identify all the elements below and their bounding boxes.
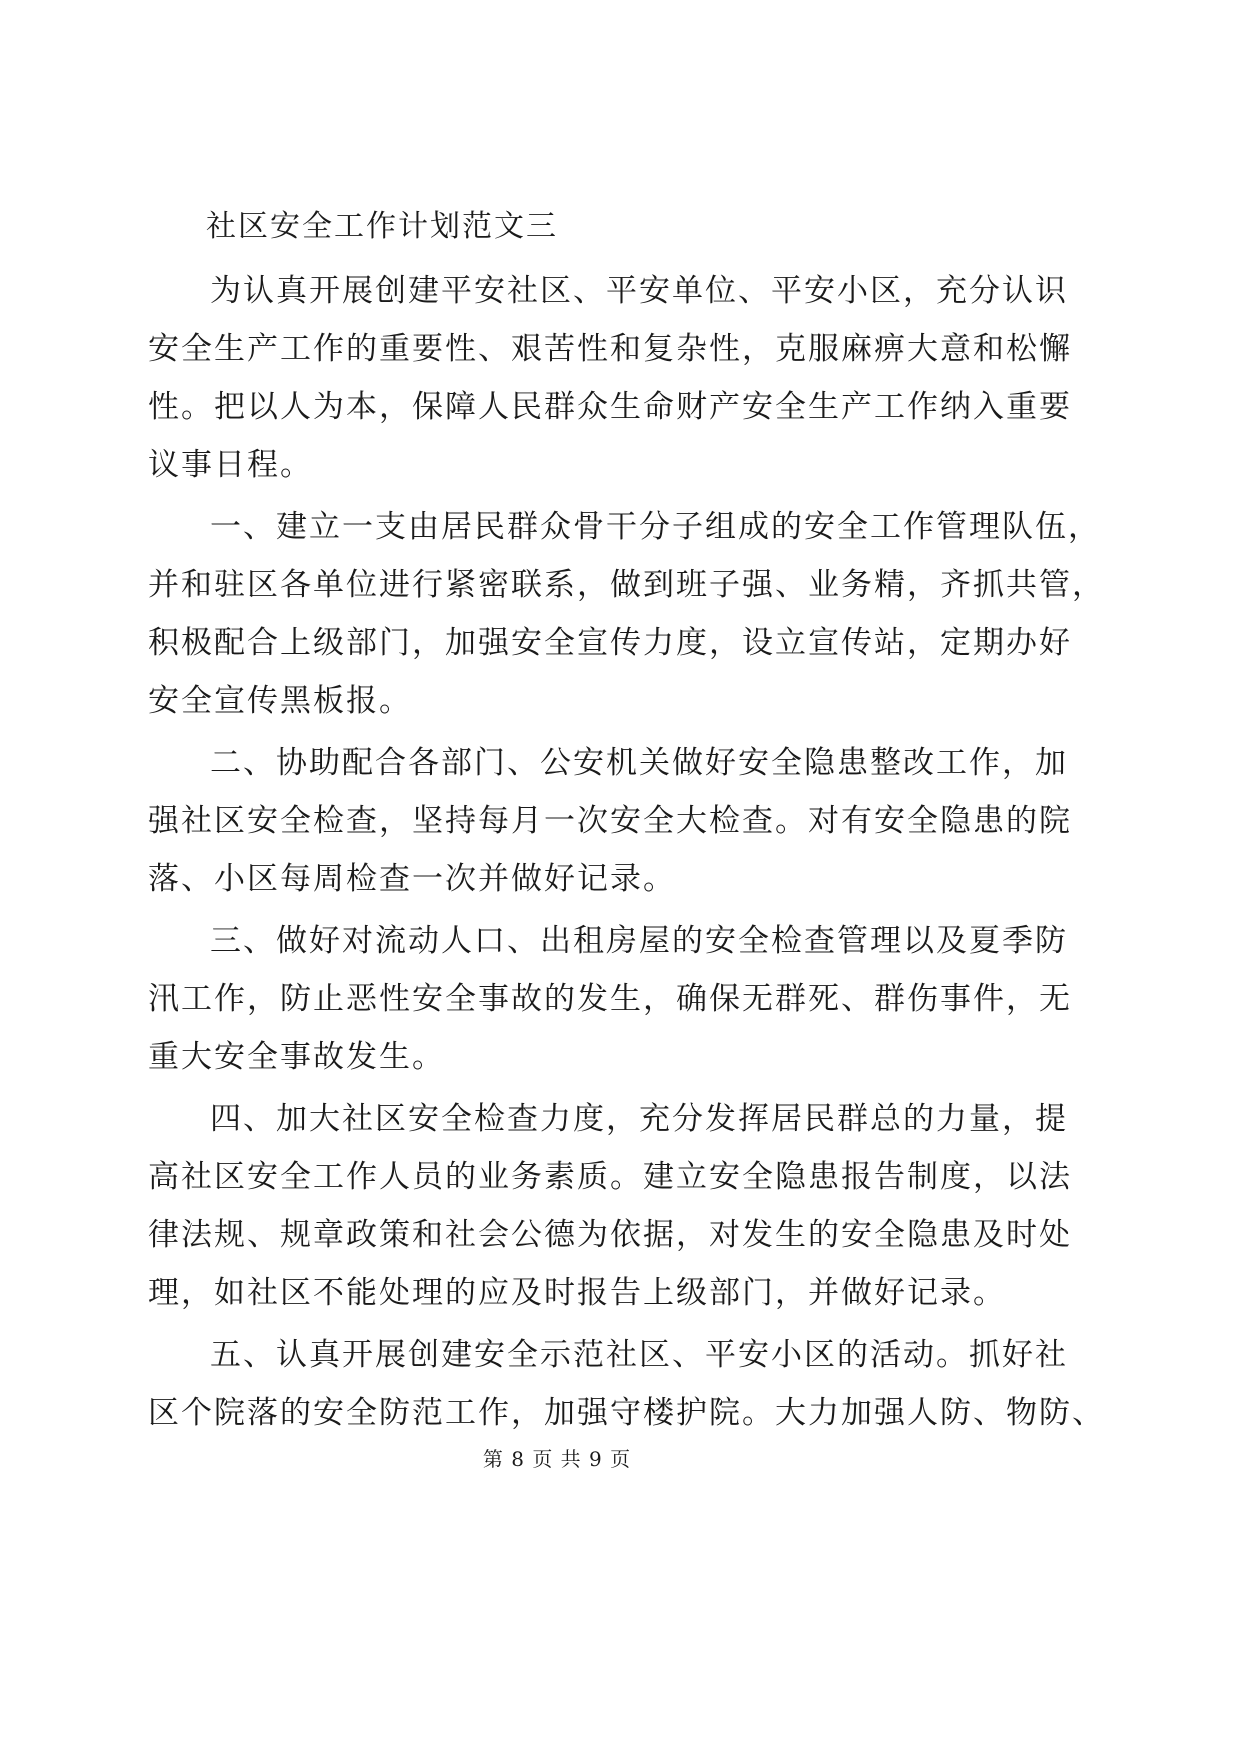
text-line: 一、建立一支由居民群众骨干分子组成的安全工作管理队伍， (210, 509, 1101, 545)
paragraph-intro (148, 262, 1072, 494)
text-line: 汛工作，防止恶性安全事故的发生，确保无群死、群伤事件，无 (148, 981, 1072, 1017)
paragraph-item-5 (148, 1326, 1105, 1442)
paragraph-item-1 (148, 498, 1105, 730)
text-line: 安全宣传黑板报。 (148, 683, 412, 719)
text-line: 积极配合上级部门，加强安全宣传力度，设立宣传站，定期办好 (148, 625, 1072, 661)
paragraph-item-3 (148, 912, 1072, 1086)
text-line: 四、加大社区安全检查力度，充分发挥居民群总的力量，提 (210, 1101, 1068, 1137)
text-line: 三、做好对流动人口、出租房屋的安全检查管理以及夏季防 (210, 923, 1068, 959)
text-line: 落、小区每周检查一次并做好记录。 (148, 861, 676, 897)
text-line: 性。把以人为本，保障人民群众生命财产安全生产工作纳入重要 (148, 389, 1072, 425)
page-footer: 第 8 页 共 9 页 (482, 1447, 632, 1471)
text-line: 理，如社区不能处理的应及时报告上级部门，并做好记录。 (148, 1275, 1006, 1311)
text-line: 二、协助配合各部门、公安机关做好安全隐患整改工作，加 (210, 745, 1068, 781)
text-line: 为认真开展创建平安社区、平安单位、平安小区，充分认识 (210, 273, 1068, 309)
text-line: 强社区安全检查，坚持每月一次安全大检查。对有安全隐患的院 (148, 803, 1072, 839)
text-line: 区个院落的安全防范工作，加强守楼护院。大力加强人防、物防、 (148, 1395, 1105, 1431)
document-title: 社区安全工作计划范文三 (206, 209, 558, 244)
document-body (148, 262, 1105, 1446)
text-line: 重大安全事故发生。 (148, 1039, 445, 1075)
text-line: 律法规、规章政策和社会公德为依据，对发生的安全隐患及时处 (148, 1217, 1072, 1253)
paragraph-item-2 (148, 734, 1072, 908)
text-line: 议事日程。 (148, 447, 313, 483)
text-line: 高社区安全工作人员的业务素质。建立安全隐患报告制度，以法 (148, 1159, 1072, 1195)
text-line: 并和驻区各单位进行紧密联系，做到班子强、业务精，齐抓共管， (148, 567, 1105, 603)
text-line: 安全生产工作的重要性、艰苦性和复杂性，克服麻痹大意和松懈 (148, 331, 1072, 367)
paragraph-item-4 (148, 1090, 1072, 1322)
text-line: 五、认真开展创建安全示范社区、平安小区的活动。抓好社 (210, 1337, 1068, 1373)
